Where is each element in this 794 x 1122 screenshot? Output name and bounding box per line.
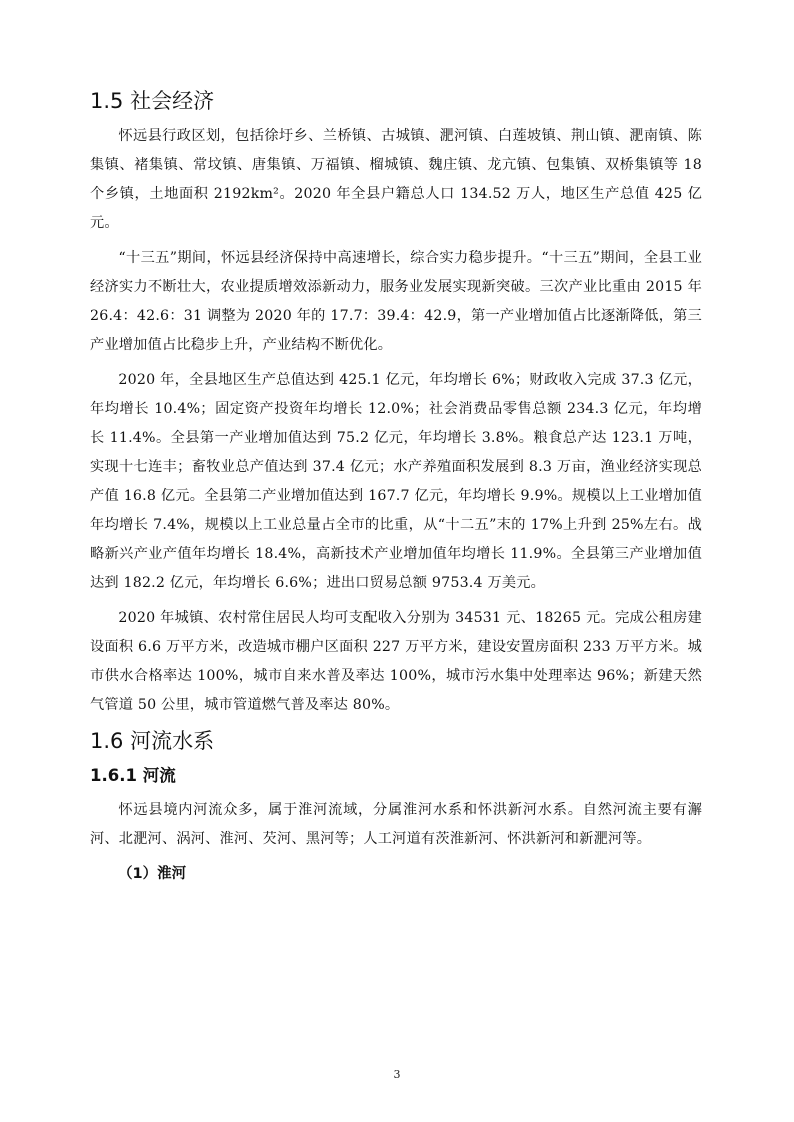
section-heading-river-system: 1.6 河流水系	[90, 729, 215, 753]
page-number: 3	[393, 1068, 401, 1081]
subsection-heading-rivers: 1.6.1 河流	[90, 766, 176, 785]
section-heading-social-economy: 1.5 社会经济	[90, 89, 215, 113]
paragraph-admin-division: 怀远县行政区划，包括徐圩乡、兰桥镇、古城镇、淝河镇、白莲坡镇、荆山镇、淝南镇、陈集镇、褚集镇、常坟镇、唐集镇、万福镇、榴城镇、魏庄镇、龙亢镇、包集镇、双桥集镇等 18 个乡镇，土地面积 2192km²。2020 年全县户籍总人口 134.52 万人，地区生产总值 425 亿元。	[90, 128, 702, 231]
page-content	[90, 86, 702, 888]
paragraph-2020-economy: 2020 年，全县地区生产总值达到 425.1 亿元，年均增长 6%；财政收入完成 37.3 亿元，年均增长 10.4%；固定资产投资年均增长 12.0%；社会消费品零售总额 234.3 亿元，年均增长 11.4%。全县第一产业增加值达到 75.2 亿元，年均增长 3.8%。粮食总产达 123.1 万吨，实现十七连丰；畜牧业总产值达到 37.4 亿元；水产养殖面积发展到 8.3 万亩，渔业经济实现总产值 16.8 亿元。全县第二产业增加值达到 167.7 亿元，年均增长 9.9%。规模以上工业增加值年均增长 7.4%，规模以上工业总量占全市的比重，从“十二五”末的 17%上升到 25%左右。战略新兴产业产值年均增长 18.4%，高新技术产业增加值年均增长 11.9%。全县第三产业增加值达到 182.2 亿元，年均增长 6.6%；进出口贸易总额 9753.4 万美元。	[90, 372, 702, 591]
paragraph-13th-five-year: “十三五”期间，怀远县经济保持中高速增长，综合实力稳步提升。“十三五”期间，全县工业经济实力不断壮大，农业提质增效添新动力，服务业发展实现新突破。三次产业比重由 2015 年 26.4：42.6：31 调整为 2020 年的 17.7：39.4：42.9，第一产业增加值占比逐渐降低，第三产业增加值占比稳步上升，产业结构不断优化。	[90, 250, 702, 353]
paragraph-rivers: 怀远县境内河流众多，属于淮河流域，分属淮河水系和怀洪新河水系。自然河流主要有澥河、北淝河、涡河、淮河、芡河、黑河等；人工河道有茨淮新河、怀洪新河和新淝河等。	[90, 802, 702, 847]
paragraph-2020-income: 2020 年城镇、农村常住居民人均可支配收入分别为 34531 元、18265 元。完成公租房建设面积 6.6 万平方米，改造城市棚户区面积 227 万平方米，建设安置房面积 233 万平方米。城市供水合格率达 100%，城市自来水普及率达 100%，城市污水集中处理率达 96%；新建天然气管道 50 公里，城市管道燃气普及率达 80%。	[90, 610, 702, 713]
item-heading-huai-river: （1）淮河	[118, 866, 187, 882]
